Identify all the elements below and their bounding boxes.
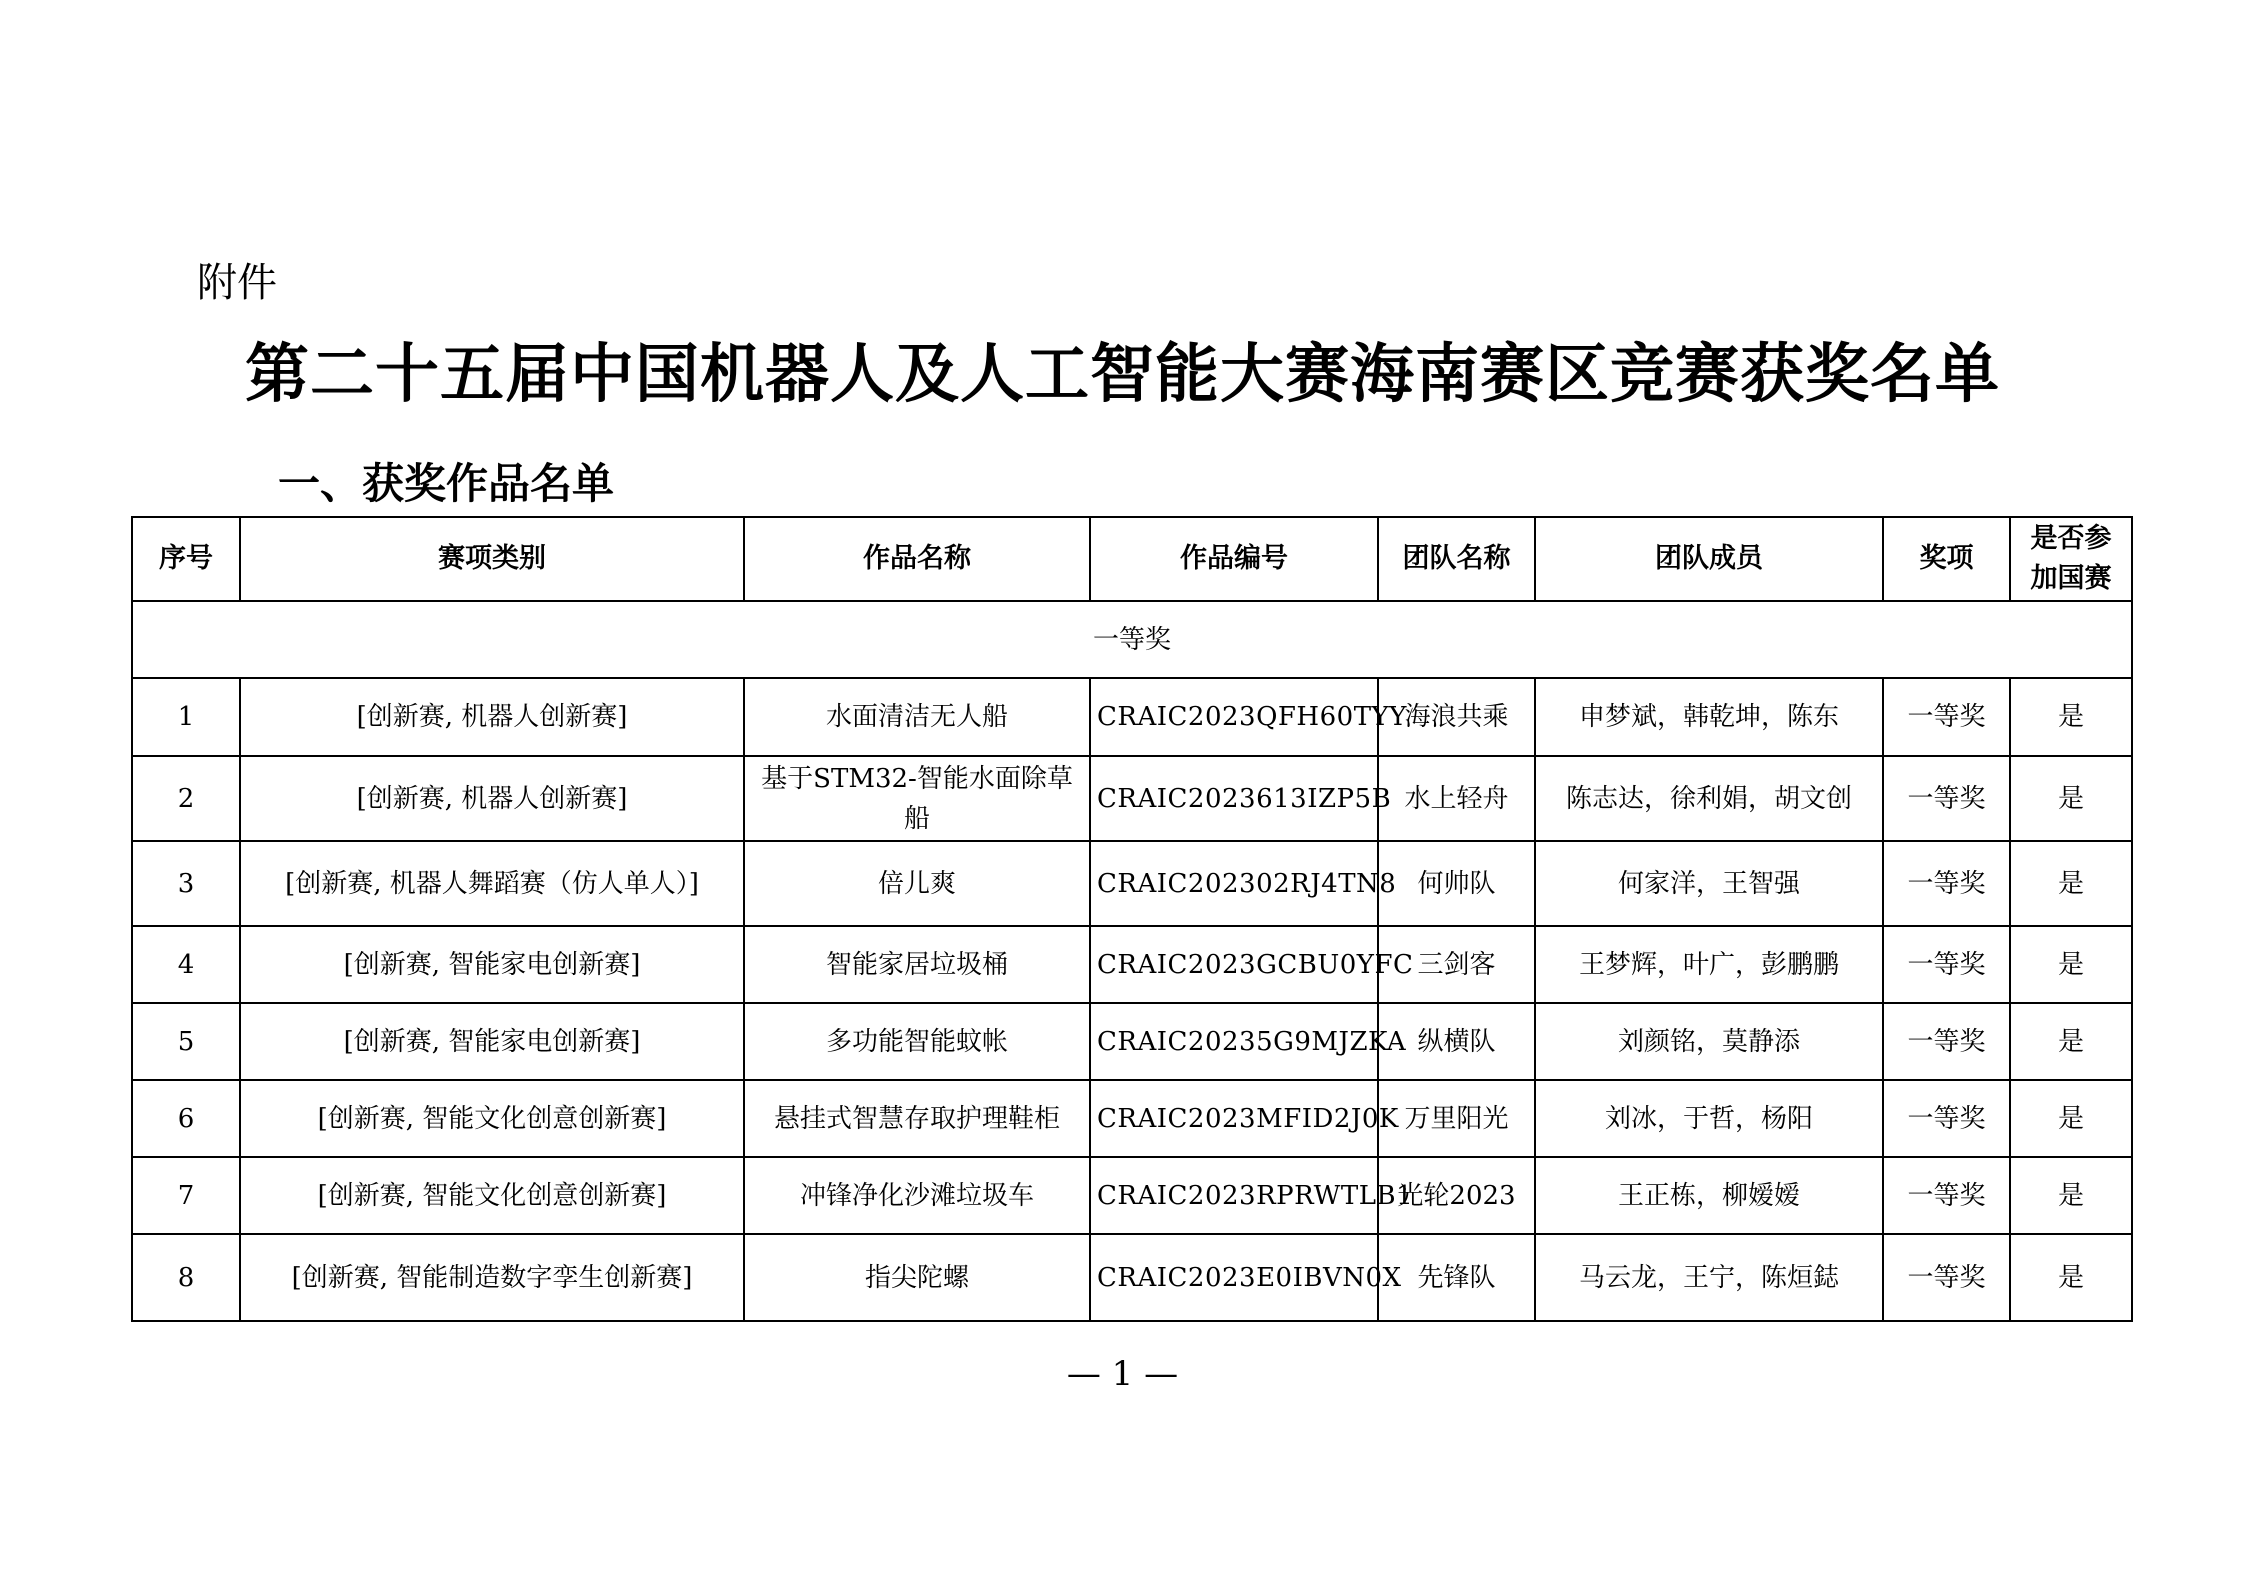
group-row	[132, 601, 2132, 678]
work-code-cell: CRAIC2023QFH60TYY	[1090, 678, 1378, 756]
page-number: — 1 —	[1066, 1354, 1179, 1394]
award-cell: 一等奖	[1883, 841, 2010, 926]
header-cell: 作品名称	[744, 517, 1090, 601]
team-name-cell: 先锋队	[1378, 1234, 1535, 1321]
category-cell: [创新赛, 智能文化创意创新赛]	[240, 1157, 744, 1234]
work-name-cell: 水面清洁无人船	[744, 678, 1090, 756]
award-cell: 一等奖	[1883, 1080, 2010, 1157]
team-name-cell: 何帅队	[1378, 841, 1535, 926]
category-cell: [创新赛, 智能家电创新赛]	[240, 1003, 744, 1080]
table-row	[132, 678, 2132, 756]
work-name-cell: 智能家居垃圾桶	[744, 926, 1090, 1003]
work-code-cell: CRAIC2023E0IBVN0X	[1090, 1234, 1378, 1321]
table-row	[132, 841, 2132, 926]
award-cell: 一等奖	[1883, 926, 2010, 1003]
header-cell: 是否参加国赛	[2010, 517, 2132, 601]
table-row	[132, 926, 2132, 1003]
category-cell: [创新赛, 智能家电创新赛]	[240, 926, 744, 1003]
awards-table	[131, 516, 2133, 1322]
group-label: 一等奖	[132, 601, 2132, 678]
national-entry-cell: 是	[2010, 1003, 2132, 1080]
national-entry-cell: 是	[2010, 1234, 2132, 1321]
category-cell: [创新赛, 机器人舞蹈赛（仿人单人）]	[240, 841, 744, 926]
team-members-cell: 马云龙，王宁，陈烜鋕	[1535, 1234, 1883, 1321]
work-code-cell: CRAIC2023GCBU0YFC	[1090, 926, 1378, 1003]
row-number-cell: 1	[132, 678, 240, 756]
row-number-cell: 8	[132, 1234, 240, 1321]
category-cell: [创新赛, 智能制造数字孪生创新赛]	[240, 1234, 744, 1321]
table-row	[132, 1234, 2132, 1321]
header-cell: 团队名称	[1378, 517, 1535, 601]
row-number-cell: 5	[132, 1003, 240, 1080]
team-members-cell: 何家洋，王智强	[1535, 841, 1883, 926]
header-cell: 作品编号	[1090, 517, 1378, 601]
team-name-cell: 光轮2023	[1378, 1157, 1535, 1234]
work-name-cell: 悬挂式智慧存取护理鞋柜	[744, 1080, 1090, 1157]
row-number-cell: 2	[132, 756, 240, 841]
award-cell: 一等奖	[1883, 1003, 2010, 1080]
work-name-cell: 多功能智能蚊帐	[744, 1003, 1090, 1080]
team-members-cell: 陈志达，徐利娟，胡文创	[1535, 756, 1883, 841]
work-name-cell: 基于STM32-智能水面除草船	[744, 756, 1090, 841]
award-cell: 一等奖	[1883, 1157, 2010, 1234]
table-row	[132, 1003, 2132, 1080]
award-cell: 一等奖	[1883, 1234, 2010, 1321]
work-name-cell: 冲锋净化沙滩垃圾车	[744, 1157, 1090, 1234]
national-entry-cell: 是	[2010, 841, 2132, 926]
row-number-cell: 4	[132, 926, 240, 1003]
section-title: 一、获奖作品名单	[278, 459, 615, 508]
work-code-cell: CRAIC202302RJ4TN8	[1090, 841, 1378, 926]
national-entry-cell: 是	[2010, 1157, 2132, 1234]
work-name-cell: 倍儿爽	[744, 841, 1090, 926]
header-cell: 赛项类别	[240, 517, 744, 601]
team-members-cell: 王正栋，柳嫒嫒	[1535, 1157, 1883, 1234]
national-entry-cell: 是	[2010, 1080, 2132, 1157]
category-cell: [创新赛, 智能文化创意创新赛]	[240, 1080, 744, 1157]
team-name-cell: 水上轻舟	[1378, 756, 1535, 841]
header-cell: 序号	[132, 517, 240, 601]
table-header-row	[132, 517, 2132, 601]
award-cell: 一等奖	[1883, 678, 2010, 756]
header-cell: 奖项	[1883, 517, 2010, 601]
team-name-cell: 三剑客	[1378, 926, 1535, 1003]
national-entry-cell: 是	[2010, 756, 2132, 841]
team-members-cell: 刘冰，于哲，杨阳	[1535, 1080, 1883, 1157]
category-cell: [创新赛, 机器人创新赛]	[240, 756, 744, 841]
table-row	[132, 756, 2132, 841]
table-row	[132, 1157, 2132, 1234]
national-entry-cell: 是	[2010, 926, 2132, 1003]
document-title: 第二十五届中国机器人及人工智能大赛海南赛区竞赛获奖名单	[245, 337, 2000, 412]
row-number-cell: 3	[132, 841, 240, 926]
team-members-cell: 申梦斌，韩乾坤，陈东	[1535, 678, 1883, 756]
work-code-cell: CRAIC2023MFID2J0K	[1090, 1080, 1378, 1157]
row-number-cell: 6	[132, 1080, 240, 1157]
award-cell: 一等奖	[1883, 756, 2010, 841]
team-name-cell: 万里阳光	[1378, 1080, 1535, 1157]
category-cell: [创新赛, 机器人创新赛]	[240, 678, 744, 756]
work-name-cell: 指尖陀螺	[744, 1234, 1090, 1321]
attachment-label: 附件	[197, 260, 277, 306]
work-code-cell: CRAIC2023613IZP5B	[1090, 756, 1378, 841]
team-name-cell: 纵横队	[1378, 1003, 1535, 1080]
team-name-cell: 海浪共乘	[1378, 678, 1535, 756]
team-members-cell: 王梦辉，叶广，彭鹏鹏	[1535, 926, 1883, 1003]
row-number-cell: 7	[132, 1157, 240, 1234]
header-cell: 团队成员	[1535, 517, 1883, 601]
work-code-cell: CRAIC20235G9MJZKA	[1090, 1003, 1378, 1080]
national-entry-cell: 是	[2010, 678, 2132, 756]
work-code-cell: CRAIC2023RPRWTLB1	[1090, 1157, 1378, 1234]
team-members-cell: 刘颜铭，莫静添	[1535, 1003, 1883, 1080]
table-row	[132, 1080, 2132, 1157]
